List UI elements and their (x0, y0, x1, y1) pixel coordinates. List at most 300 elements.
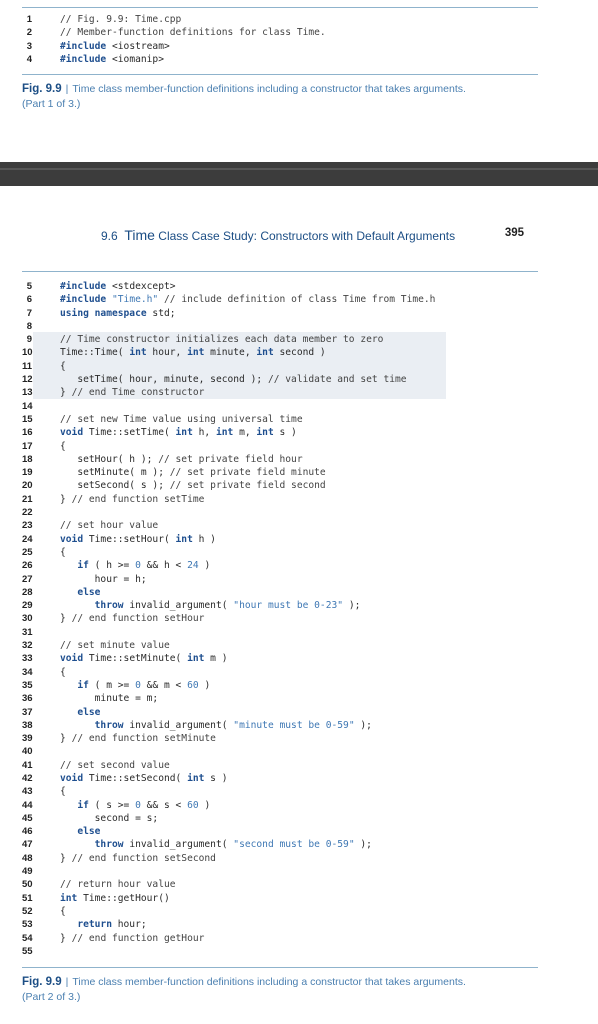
code-keyword: int (187, 653, 205, 665)
code-token: { (60, 546, 66, 558)
line-number: 4 (26, 53, 32, 65)
code-token: s ) (204, 772, 228, 784)
code-comment: // end Time constructor (71, 387, 205, 399)
code-line (22, 626, 538, 639)
line-number: 23 (22, 520, 33, 532)
code-text (60, 852, 216, 865)
code-token: invalid_argument( (123, 839, 234, 851)
code-text (60, 599, 360, 612)
code-text (60, 360, 66, 373)
code-keyword: if (77, 560, 89, 572)
line-number: 51 (22, 892, 33, 904)
figure-number: Fig. 9.9 (22, 83, 62, 95)
line-number: 48 (22, 852, 33, 864)
line-number: 3 (26, 40, 32, 52)
code-line (22, 280, 538, 293)
code-text (60, 892, 170, 905)
code-keyword: if (77, 799, 89, 811)
code-text (60, 612, 204, 625)
code-comment: // set private field minute (169, 467, 326, 479)
line-number: 6 (26, 294, 32, 306)
code-token: <iomanip> (106, 53, 164, 65)
code-text (60, 493, 204, 506)
code-text (60, 453, 303, 466)
line-number: 13 (22, 387, 33, 399)
caption-rule-part1 (22, 74, 538, 75)
code-token: setSecond( s ); (60, 480, 170, 492)
code-keyword: throw (94, 839, 124, 851)
code-token: s ) (273, 427, 297, 439)
code-token: { (60, 440, 66, 452)
code-line (22, 53, 538, 66)
code-keyword: else (77, 706, 101, 718)
code-text (60, 280, 176, 293)
code-text (60, 719, 372, 732)
code-token: && s < (140, 799, 188, 811)
code-token (60, 560, 77, 571)
code-token: ) (198, 560, 211, 572)
line-number: 40 (22, 746, 33, 758)
code-line (22, 26, 538, 39)
line-number: 17 (22, 440, 33, 452)
code-line (22, 559, 538, 572)
caption-rule-part2 (22, 967, 538, 968)
line-number: 43 (22, 786, 33, 798)
code-text (60, 799, 210, 812)
code-token: ( h >= (88, 560, 136, 572)
code-keyword: if (77, 679, 89, 691)
code-text (60, 878, 176, 891)
code-line (22, 599, 538, 612)
code-line (22, 878, 538, 891)
code-comment: // validate and set time (267, 374, 407, 386)
line-number: 12 (22, 374, 33, 386)
code-comment: // Time constructor initializes each data member to zero (60, 334, 384, 346)
code-line (22, 799, 538, 812)
code-line (22, 506, 538, 519)
code-token: ) (198, 679, 211, 691)
line-number: 55 (22, 945, 33, 957)
code-text (60, 679, 210, 692)
line-number: 25 (22, 546, 33, 558)
code-comment: // return hour value (60, 879, 176, 891)
code-text (60, 533, 216, 546)
code-comment: // set minute value (60, 640, 170, 652)
code-line (22, 838, 538, 851)
line-number: 35 (22, 679, 33, 691)
code-text (60, 386, 204, 399)
code-token: } (60, 932, 72, 944)
figure-caption-part2 (22, 975, 542, 1005)
code-literal: 60 (187, 799, 199, 811)
code-literal: 0 (135, 560, 141, 572)
code-comment: // set new Time value using universal time (60, 413, 303, 425)
code-keyword: int (175, 533, 193, 545)
line-number: 39 (22, 733, 33, 745)
code-text (60, 40, 170, 53)
code-token: Time::getHour() (77, 892, 170, 904)
code-keyword: int (187, 772, 205, 784)
code-comment: // end function getHour (71, 932, 205, 944)
code-line (22, 825, 538, 838)
code-comment: // end function setMinute (71, 733, 216, 745)
code-line (22, 706, 538, 719)
code-text (60, 440, 66, 453)
line-number: 30 (22, 613, 33, 625)
code-token: invalid_argument( (123, 719, 234, 731)
code-line (22, 759, 538, 772)
code-token (60, 800, 77, 811)
line-number: 16 (22, 427, 33, 439)
code-text (60, 333, 383, 346)
line-number: 21 (22, 493, 33, 505)
code-line (22, 293, 538, 306)
code-keyword: #include (60, 281, 107, 292)
code-line (22, 918, 538, 931)
line-number: 44 (22, 799, 33, 811)
code-line (22, 453, 538, 466)
line-number: 5 (26, 281, 32, 292)
page-header (22, 225, 522, 243)
line-number: 1 (26, 14, 32, 25)
figure-caption-part1 (22, 82, 542, 112)
code-token: ); (354, 719, 372, 731)
code-text (60, 413, 303, 426)
code-line (22, 692, 538, 705)
code-token (60, 919, 77, 930)
code-token: Time::setTime( (83, 427, 176, 439)
code-text (60, 932, 204, 945)
code-text (60, 519, 158, 532)
code-comment: // end function setTime (71, 493, 205, 505)
line-number: 14 (22, 400, 33, 412)
code-text (60, 812, 158, 825)
caption-text: Time class member-function definitions including a constructor that takes arguments. (72, 976, 466, 988)
code-token: setHour( h ); (60, 453, 159, 465)
code-text (60, 692, 158, 705)
code-line (22, 772, 538, 785)
code-token: && m < (140, 679, 188, 691)
caption-text: Time class member-function definitions including a constructor that takes arguments. (72, 83, 466, 95)
code-line (22, 732, 538, 745)
code-literal: "hour must be 0-23" (233, 600, 344, 612)
code-text (60, 307, 176, 320)
line-number: 49 (22, 866, 33, 878)
code-line (22, 493, 538, 506)
code-literal: 24 (187, 560, 199, 572)
code-text (60, 293, 435, 306)
code-text (60, 905, 66, 918)
code-line (22, 945, 538, 958)
line-number: 28 (22, 586, 33, 598)
line-number: 18 (22, 453, 33, 465)
code-keyword: else (77, 826, 101, 838)
code-text (60, 706, 100, 719)
code-keyword: #include (60, 53, 107, 65)
line-number: 22 (22, 507, 33, 519)
code-keyword: int (256, 347, 274, 359)
code-token: ( m >= (88, 679, 136, 691)
code-token: <iostream> (106, 40, 170, 52)
code-token (60, 587, 77, 598)
code-keyword: else (77, 586, 101, 598)
code-token (60, 839, 95, 850)
code-token: Time::setSecond( (83, 772, 188, 784)
code-keyword: int (215, 427, 234, 439)
code-text (60, 825, 100, 838)
code-text (60, 759, 170, 772)
code-line (22, 745, 538, 758)
line-number: 24 (22, 533, 33, 545)
code-comment: // Member-function definitions for class Time. (60, 27, 326, 39)
code-token: h ) (192, 533, 216, 545)
code-text (60, 26, 326, 39)
code-text (60, 426, 297, 439)
code-token: std; (146, 307, 176, 319)
line-number: 9 (26, 334, 32, 346)
code-line (22, 586, 538, 599)
code-token: ); (354, 839, 372, 851)
code-token (60, 707, 77, 718)
code-text (60, 732, 216, 745)
code-line (22, 612, 538, 625)
code-keyword: int (129, 347, 147, 359)
caption-separator: | (65, 83, 69, 95)
code-line (22, 479, 538, 492)
code-text (60, 346, 326, 359)
line-number: 34 (22, 666, 33, 678)
line-number: 50 (22, 879, 33, 891)
code-token: { (60, 905, 66, 917)
code-token: { (60, 360, 66, 372)
figure-number: Fig. 9.9 (22, 976, 62, 988)
code-keyword: throw (94, 600, 124, 612)
code-comment: // end function setHour (71, 613, 205, 625)
code-comment: // end function setSecond (71, 852, 216, 864)
code-keyword: int (175, 427, 193, 439)
line-number: 38 (22, 719, 33, 731)
code-token: hour = h; (60, 573, 147, 585)
code-text (60, 13, 181, 26)
code-comment: // include definition of class Time from Time.h (158, 294, 436, 306)
code-keyword: #include (60, 294, 107, 306)
code-text (60, 666, 66, 679)
code-keyword: void (60, 653, 84, 665)
page-number: 395 (504, 227, 524, 239)
code-text (60, 53, 164, 66)
code-line (22, 320, 538, 333)
line-number: 53 (22, 919, 33, 931)
line-number: 26 (22, 560, 33, 572)
code-line (22, 400, 538, 413)
code-line (22, 373, 538, 386)
section-title-rest: Class Case Study: Constructors with Default Arguments (158, 229, 456, 243)
code-token: } (60, 493, 72, 505)
code-line (22, 333, 538, 346)
code-token: } (60, 733, 72, 745)
caption-part: (Part 2 of 3.) (22, 991, 81, 1003)
code-top-rule-part2 (22, 271, 538, 272)
code-line (22, 426, 538, 439)
code-line (22, 865, 538, 878)
code-keyword: #include (60, 40, 107, 52)
section-title (101, 227, 455, 243)
code-literal: "second must be 0-59" (233, 839, 355, 851)
code-line (22, 719, 538, 732)
code-line (22, 932, 538, 945)
code-token: second = s; (60, 812, 159, 824)
code-keyword: int (256, 427, 274, 439)
line-number: 37 (22, 706, 33, 718)
line-number: 7 (26, 307, 32, 319)
line-number: 46 (22, 826, 33, 838)
code-line (22, 573, 538, 586)
code-literal: "minute must be 0-59" (233, 719, 355, 731)
code-token (60, 600, 95, 611)
code-text (60, 546, 66, 559)
code-token: { (60, 786, 66, 798)
code-literal: 0 (135, 799, 141, 811)
code-text (60, 652, 228, 665)
code-token: } (60, 852, 72, 864)
code-line (22, 812, 538, 825)
code-token: { (60, 666, 66, 678)
code-token: m, (233, 427, 257, 439)
code-token: } (60, 387, 72, 399)
line-number: 33 (22, 653, 33, 665)
code-literal: 60 (187, 679, 199, 691)
line-number: 20 (22, 480, 33, 492)
code-token (60, 680, 77, 691)
code-line (22, 386, 538, 399)
code-listing-part2 (22, 280, 538, 958)
line-number: 36 (22, 693, 33, 705)
code-line (22, 852, 538, 865)
line-number: 47 (22, 839, 33, 851)
code-token: m ) (204, 653, 228, 665)
code-line (22, 546, 538, 559)
line-number: 2 (26, 27, 32, 39)
line-number: 15 (22, 413, 33, 425)
code-literal: 0 (135, 679, 141, 691)
code-line (22, 307, 538, 320)
code-text (60, 479, 326, 492)
code-line (22, 466, 538, 479)
code-line (22, 533, 538, 546)
code-token: hour, (146, 347, 188, 359)
code-keyword: int (187, 347, 205, 359)
code-keyword: using namespace (60, 307, 147, 319)
caption-separator: | (65, 976, 69, 988)
code-line (22, 892, 538, 905)
code-literal: "Time.h" (112, 294, 159, 306)
code-token: setMinute( m ); (60, 467, 170, 479)
code-token: && h < (140, 560, 188, 572)
code-line (22, 40, 538, 53)
code-token: <stdexcept> (106, 281, 176, 292)
line-number: 10 (22, 347, 33, 359)
section-number: 9.6 (101, 229, 118, 243)
code-keyword: void (60, 533, 84, 545)
code-token (60, 826, 77, 837)
code-keyword: return (77, 919, 112, 931)
code-line (22, 639, 538, 652)
code-token: Time::Time( (60, 347, 130, 359)
code-token: } (60, 613, 72, 625)
code-line (22, 519, 538, 532)
code-token: minute, (204, 347, 257, 359)
code-listing-part1 (22, 13, 538, 66)
code-text (60, 559, 210, 572)
code-comment: // set private field hour (158, 453, 303, 465)
code-token: second ) (273, 347, 326, 359)
code-token: setTime( hour, minute, second ); (60, 374, 268, 386)
code-keyword: int (60, 892, 78, 904)
line-number: 8 (26, 320, 32, 332)
code-token: invalid_argument( (123, 600, 234, 612)
code-comment: // set second value (60, 759, 170, 771)
code-line (22, 905, 538, 918)
code-text (60, 586, 100, 599)
code-token: ) (198, 799, 211, 811)
line-number: 45 (22, 812, 33, 824)
page-break-stripe (0, 168, 598, 170)
page-break-band (0, 162, 598, 186)
line-number: 11 (22, 360, 33, 372)
code-line (22, 666, 538, 679)
top-rule (22, 7, 538, 8)
code-token: Time::setMinute( (83, 653, 188, 665)
code-token: minute = m; (60, 693, 159, 705)
code-line (22, 652, 538, 665)
code-keyword: void (60, 772, 84, 784)
code-text (60, 466, 326, 479)
code-line (22, 413, 538, 426)
line-number: 41 (22, 759, 33, 771)
code-token: ); (343, 600, 361, 612)
code-token: hour; (111, 919, 147, 931)
code-comment: // set private field second (169, 480, 326, 492)
code-text (60, 373, 407, 386)
code-line (22, 13, 538, 26)
code-text (60, 918, 147, 931)
line-number: 31 (22, 626, 33, 638)
code-comment: // set hour value (60, 520, 159, 532)
code-text (60, 772, 228, 785)
line-number: 19 (22, 467, 33, 479)
line-number: 54 (22, 932, 33, 944)
code-token: h, (192, 427, 216, 439)
code-line (22, 346, 538, 359)
code-text (60, 573, 147, 586)
code-token: ( s >= (88, 799, 136, 811)
code-comment: // Fig. 9.9: Time.cpp (60, 14, 182, 25)
code-line (22, 440, 538, 453)
code-text (60, 639, 170, 652)
code-text (60, 785, 66, 798)
caption-part: (Part 1 of 3.) (22, 98, 81, 110)
line-number: 29 (22, 600, 33, 612)
code-line (22, 360, 538, 373)
code-line (22, 679, 538, 692)
code-text (60, 838, 372, 851)
code-token (60, 720, 95, 731)
line-number: 32 (22, 640, 33, 652)
line-number: 42 (22, 772, 33, 784)
section-title-big: Time (124, 227, 155, 243)
line-number: 27 (22, 573, 33, 585)
code-token: Time::setHour( (83, 533, 176, 545)
